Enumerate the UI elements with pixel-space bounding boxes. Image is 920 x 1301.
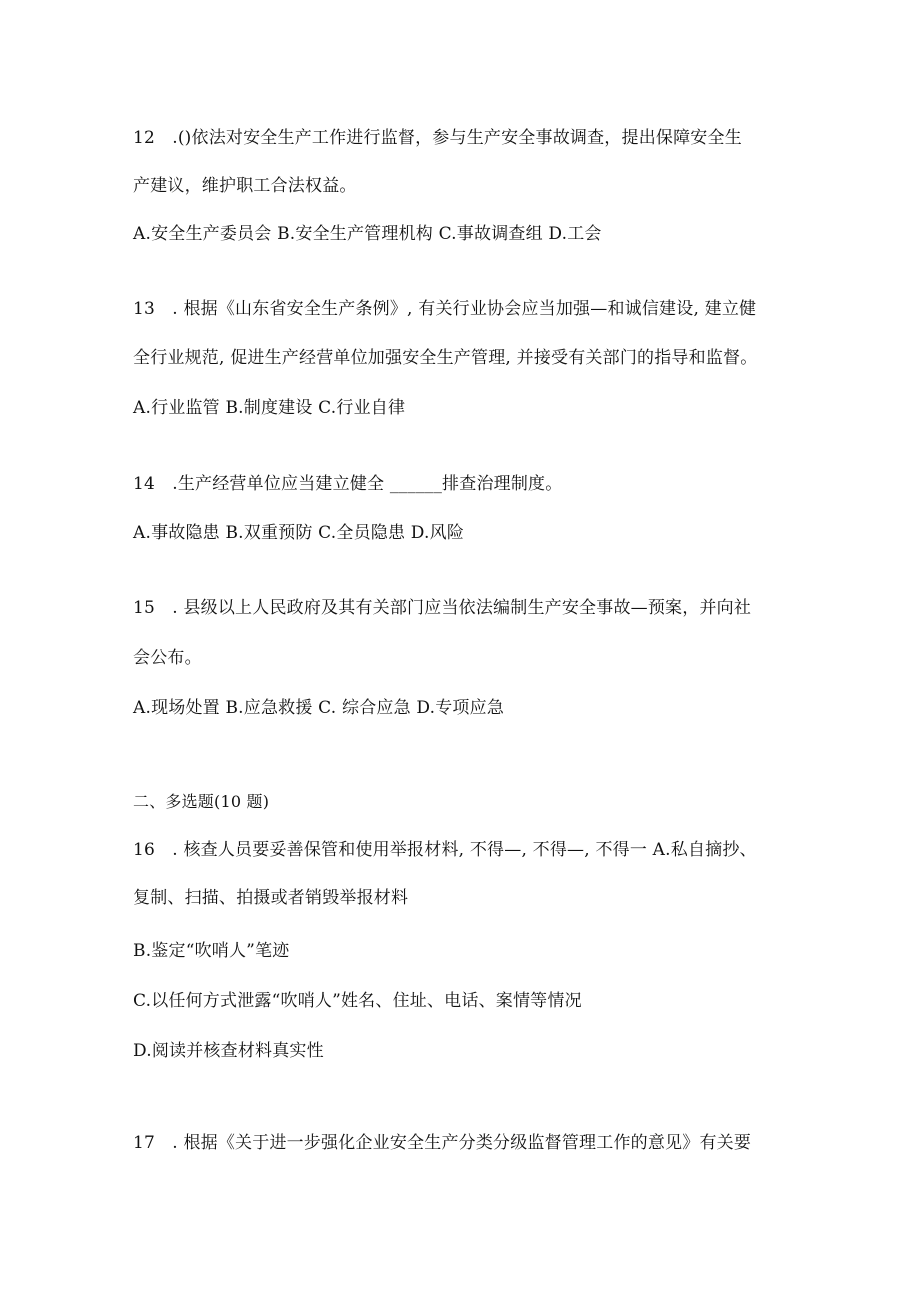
question-14-options: A.事故隐患 B.双重预防 C.全员隐患 D.风险 [133,523,465,543]
question-15-line-1: 15 . 县级以上人民政府及其有关部门应当依法编制生产安全事故—预案，并向社 [133,598,752,618]
question-15-options: A.现场处置 B.应急救援 C. 综合应急 D.专项应急 [133,698,505,718]
question-16-line-2: 复制、扫描、拍摄或者销毁举报材料 [133,888,409,908]
question-13-options: A.行业监管 B.制度建设 C.行业自律 [133,398,406,418]
section-2-heading: 二、多选题(10 题) [133,792,270,811]
question-12-options: A.安全生产委员会 B.安全生产管理机构 C.事故调查组 D.工会 [133,224,602,244]
question-14-line-1: 14 .生产经营单位应当建立健全 ______排查治理制度。 [133,474,563,494]
question-13-line-1: 13 . 根据《山东省安全生产条例》, 有关行业协会应当加强—和诚信建设, 建立健 [133,299,757,319]
question-16-option-b: B.鉴定“吹哨人”笔迹 [133,941,290,961]
question-16-option-c: C.以任何方式泄露“吹哨人”姓名、住址、电话、案情等情况 [133,991,582,1011]
question-17-line-1: 17 . 根据《关于进一步强化企业安全生产分类分级监督管理工作的意见》有关要 [133,1133,752,1153]
question-15-line-2: 会公布。 [133,648,202,668]
question-12-line-2: 产建议，维护职工合法权益。 [133,176,357,196]
question-16-line-1: 16 . 核查人员要妥善保管和使用举报材料, 不得—, 不得—, 不得一 A.私自摘抄、 [133,840,757,860]
question-16-option-d: D.阅读并核查材料真实性 [133,1041,324,1061]
question-12-line-1: 12 .()依法对安全生产工作进行监督，参与生产安全事故调查，提出保障安全生 [133,128,742,148]
question-13-line-2: 全行业规范, 促进生产经营单位加强安全生产管理, 并接受有关部门的指导和监督。 [133,348,758,368]
